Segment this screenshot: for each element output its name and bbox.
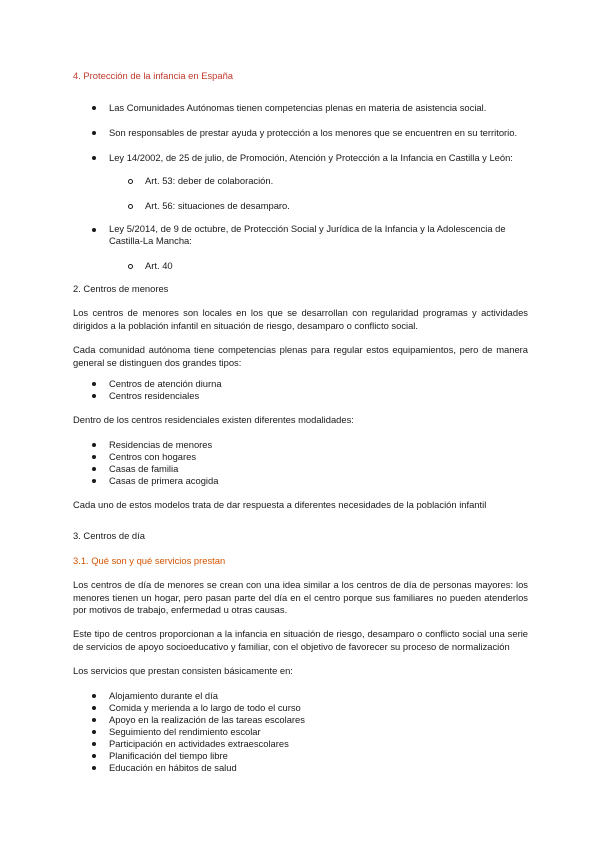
list-item: Son responsables de prestar ayuda y protección a los menores que se encuentren en su territorio. — [109, 127, 518, 138]
list-item: Centros con hogares — [109, 451, 197, 462]
section-2-heading: 2. Centros de menores — [73, 283, 169, 294]
sub-list-item: Art. 56: situaciones de desamparo. — [145, 200, 290, 211]
paragraph: Dentro de los centros residenciales existen diferentes modalidades: — [73, 414, 354, 425]
sub-bullet-circle — [128, 179, 133, 184]
list-item: Educación en hábitos de salud — [109, 762, 237, 773]
subsection-heading: 3.1. Qué son y qué servicios prestan — [73, 555, 226, 566]
paragraph: Los centros de día de menores se crean con una idea similar a los centros de día de personas mayores: los menores tienen un hogar, pero pasan parte del día en el centro porque sus familiares no pueden atenderlos por motivos de trabajo, enfermedad u otras causas. — [73, 579, 528, 615]
list-item: Comida y merienda a lo largo de todo el curso — [109, 702, 301, 713]
bullet-dot — [92, 106, 96, 110]
section-4-heading: 4. Protección de la infancia en España — [73, 70, 234, 81]
bullet-dot — [92, 382, 96, 386]
bullet-dot — [92, 156, 96, 160]
bullet-dot — [92, 730, 96, 734]
bullet-dot — [92, 228, 96, 232]
bullet-dot — [92, 742, 96, 746]
list-item: Seguimiento del rendimiento escolar — [109, 726, 261, 737]
list-item: Centros residenciales — [109, 390, 200, 401]
bullet-dot — [92, 131, 96, 135]
bullet-dot — [92, 694, 96, 698]
bullet-dot — [92, 479, 96, 483]
paragraph: Cada comunidad autónoma tiene competencias plenas para regular estos equipamientos, pero de manera general se distinguen dos grandes tipos: — [73, 344, 528, 368]
bullet-dot — [92, 706, 96, 710]
list-item: Casas de familia — [109, 463, 179, 474]
sub-list-item: Art. 40 — [145, 260, 173, 271]
sub-list-item: Art. 53: deber de colaboración. — [145, 175, 274, 186]
list-item: Apoyo en la realización de las tareas escolares — [109, 714, 305, 725]
bullet-dot — [92, 394, 96, 398]
list-item: Participación en actividades extraescolares — [109, 738, 289, 749]
bullet-dot — [92, 754, 96, 758]
list-item: Alojamiento durante el día — [109, 690, 218, 701]
sub-bullet-circle — [128, 204, 133, 209]
list-item: Residencias de menores — [109, 439, 213, 450]
list-item: Ley 5/2014, de 9 de octubre, de Protección Social y Jurídica de la Infancia y la Adolescencia de Castilla-La Mancha: — [109, 223, 506, 246]
list-item: Ley 14/2002, de 25 de julio, de Promoción, Atención y Protección a la Infancia en Castilla y León: — [109, 152, 513, 163]
list-item: Las Comunidades Autónomas tienen competencias plenas en materia de asistencia social. — [109, 102, 487, 113]
paragraph: Los centros de menores son locales en los que se desarrollan con regularidad programas y actividades dirigidos a la población infantil en situación de riesgo, desamparo o conflicto social. — [73, 307, 528, 331]
list-item: Casas de primera acogida — [109, 475, 219, 486]
sub-bullet-circle — [128, 264, 133, 269]
paragraph: Cada uno de estos modelos trata de dar respuesta a diferentes necesidades de la población infantil — [73, 499, 487, 510]
paragraph: Este tipo de centros proporcionan a la infancia en situación de riesgo, desamparo o conflicto social una serie de servicios de apoyo socioeducativo y familiar, con el objetivo de favorecer su proceso de normalización — [73, 628, 528, 652]
section-3-heading: 3. Centros de día — [73, 530, 145, 541]
bullet-dot — [92, 443, 96, 447]
bullet-dot — [92, 455, 96, 459]
paragraph: Los servicios que prestan consisten básicamente en: — [73, 665, 293, 676]
list-item: Centros de atención diurna — [109, 378, 222, 389]
bullet-dot — [92, 467, 96, 471]
bullet-dot — [92, 766, 96, 770]
bullet-dot — [92, 718, 96, 722]
list-item: Planificación del tiempo libre — [109, 750, 228, 761]
